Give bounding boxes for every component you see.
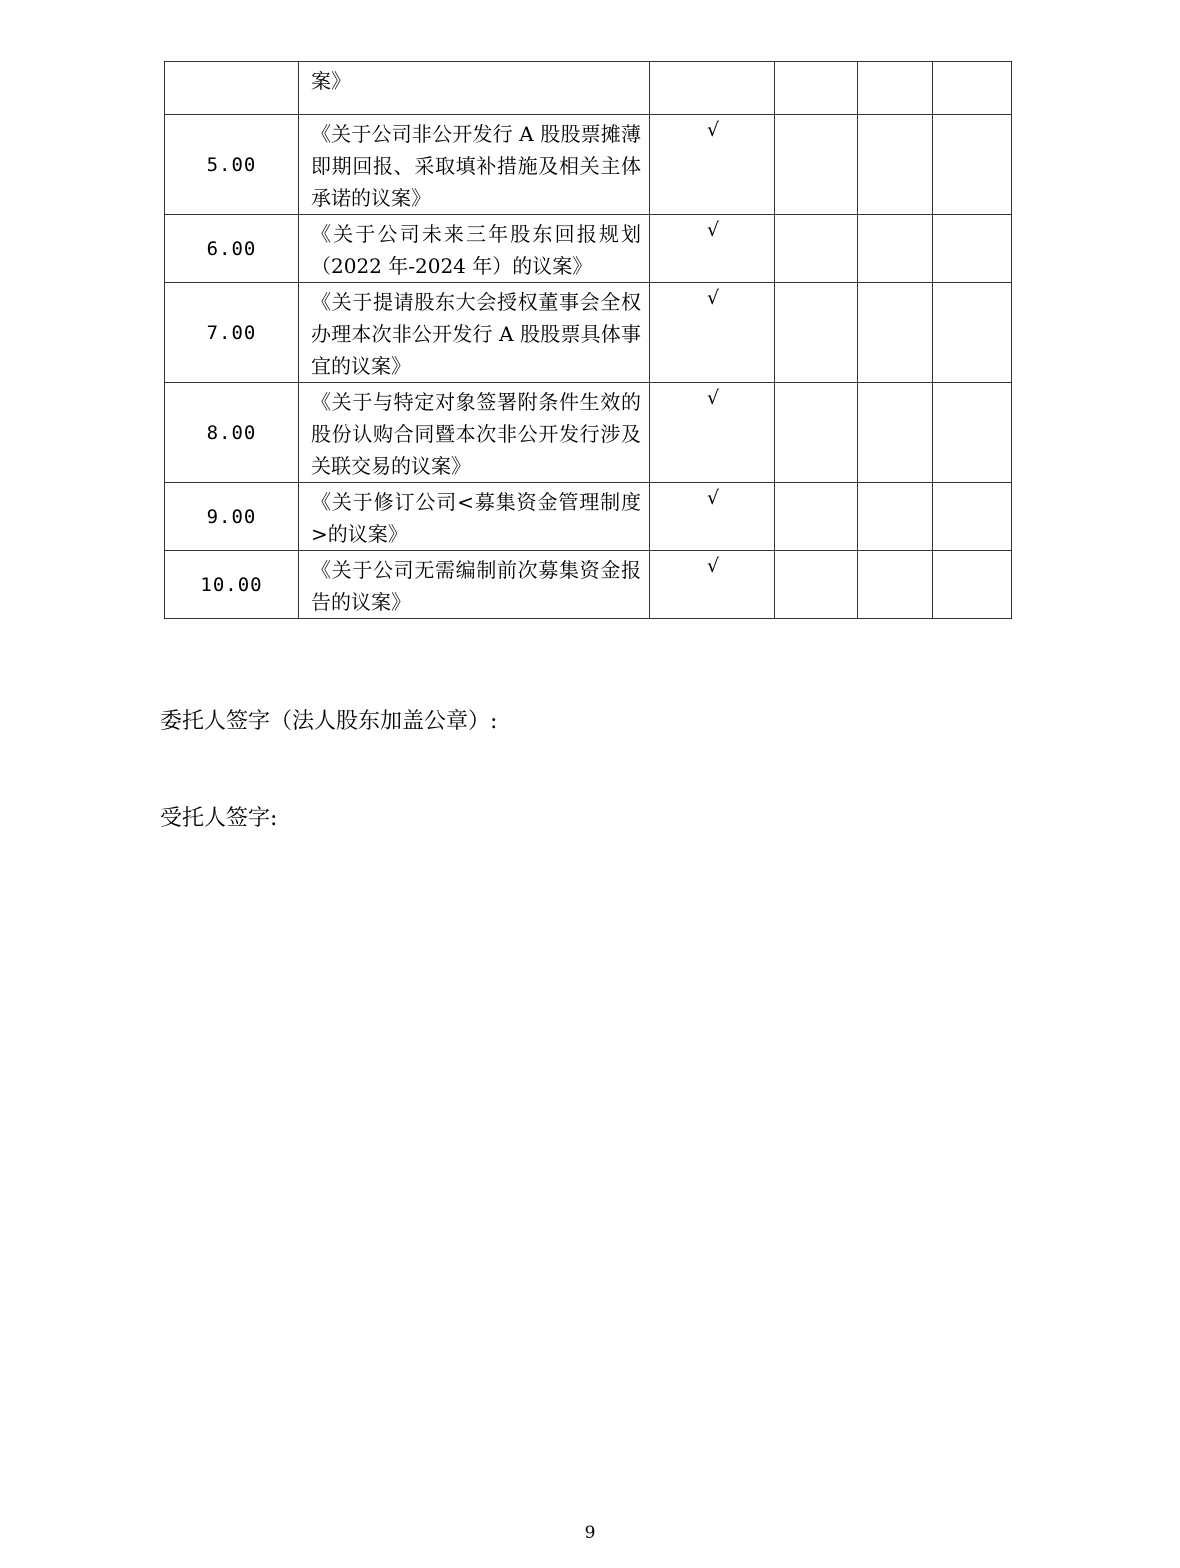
vote-for-cell[interactable] [775,215,858,283]
proposal-name: 《关于与特定对象签署附条件生效的股份认购合同暨本次非公开发行涉及关联交易的议案》 [299,383,650,483]
agent-signature-label: 受托人签字: [160,806,278,831]
proposal-name: 《关于公司非公开发行 A 股股票摊薄即期回报、采取填补措施及相关主体承诺的议案》 [299,115,650,215]
non-cumulative-check [650,62,775,115]
proposal-number: 8.00 [165,383,299,483]
non-cumulative-check [650,551,775,619]
vote-abstain-cell[interactable] [933,283,1012,383]
check-mark: √ [706,387,720,409]
vote-abstain-cell[interactable] [933,551,1012,619]
proposal-number [165,62,299,115]
check-mark: √ [706,219,720,241]
vote-against-cell[interactable] [858,483,933,551]
vote-for-cell[interactable] [775,551,858,619]
vote-abstain-cell[interactable] [933,383,1012,483]
non-cumulative-check [650,483,775,551]
vote-abstain-cell[interactable] [933,215,1012,283]
vote-for-cell[interactable] [775,283,858,383]
vote-for-cell[interactable] [775,62,858,115]
non-cumulative-check [650,215,775,283]
table-row [165,62,1012,115]
vote-abstain-cell[interactable] [933,483,1012,551]
proposal-name: 《关于公司无需编制前次募集资金报告的议案》 [299,551,650,619]
vote-for-cell[interactable] [775,483,858,551]
check-mark: √ [706,487,720,509]
non-cumulative-check [650,115,775,215]
proposal-number: 9.00 [165,483,299,551]
vote-against-cell[interactable] [858,551,933,619]
check-mark: √ [706,119,720,141]
table-row [165,551,1012,619]
proposal-number: 6.00 [165,215,299,283]
proposal-number: 5.00 [165,115,299,215]
table-row [165,383,1012,483]
proposal-name: 案》 [299,62,650,115]
page-number: 9 [584,1523,596,1543]
check-mark: √ [706,555,720,577]
vote-abstain-cell[interactable] [933,115,1012,215]
vote-against-cell[interactable] [858,62,933,115]
non-cumulative-check [650,283,775,383]
proposal-name: 《关于修订公司<募集资金管理制度>的议案》 [299,483,650,551]
vote-against-cell[interactable] [858,215,933,283]
proposal-number: 7.00 [165,283,299,383]
table-row [165,483,1012,551]
vote-for-cell[interactable] [775,383,858,483]
proposal-voting-table [164,61,1012,619]
proposal-number: 10.00 [165,551,299,619]
principal-signature-label: 委托人签字（法人股东加盖公章）: [160,709,498,734]
non-cumulative-check [650,383,775,483]
table-row [165,215,1012,283]
vote-against-cell[interactable] [858,283,933,383]
table-row [165,115,1012,215]
vote-against-cell[interactable] [858,383,933,483]
proposal-name: 《关于公司未来三年股东回报规划（2022 年-2024 年）的议案》 [299,215,650,283]
vote-for-cell[interactable] [775,115,858,215]
vote-abstain-cell[interactable] [933,62,1012,115]
check-mark: √ [706,287,720,309]
table-row [165,283,1012,383]
vote-against-cell[interactable] [858,115,933,215]
proposal-name: 《关于提请股东大会授权董事会全权办理本次非公开发行 A 股股票具体事宜的议案》 [299,283,650,383]
